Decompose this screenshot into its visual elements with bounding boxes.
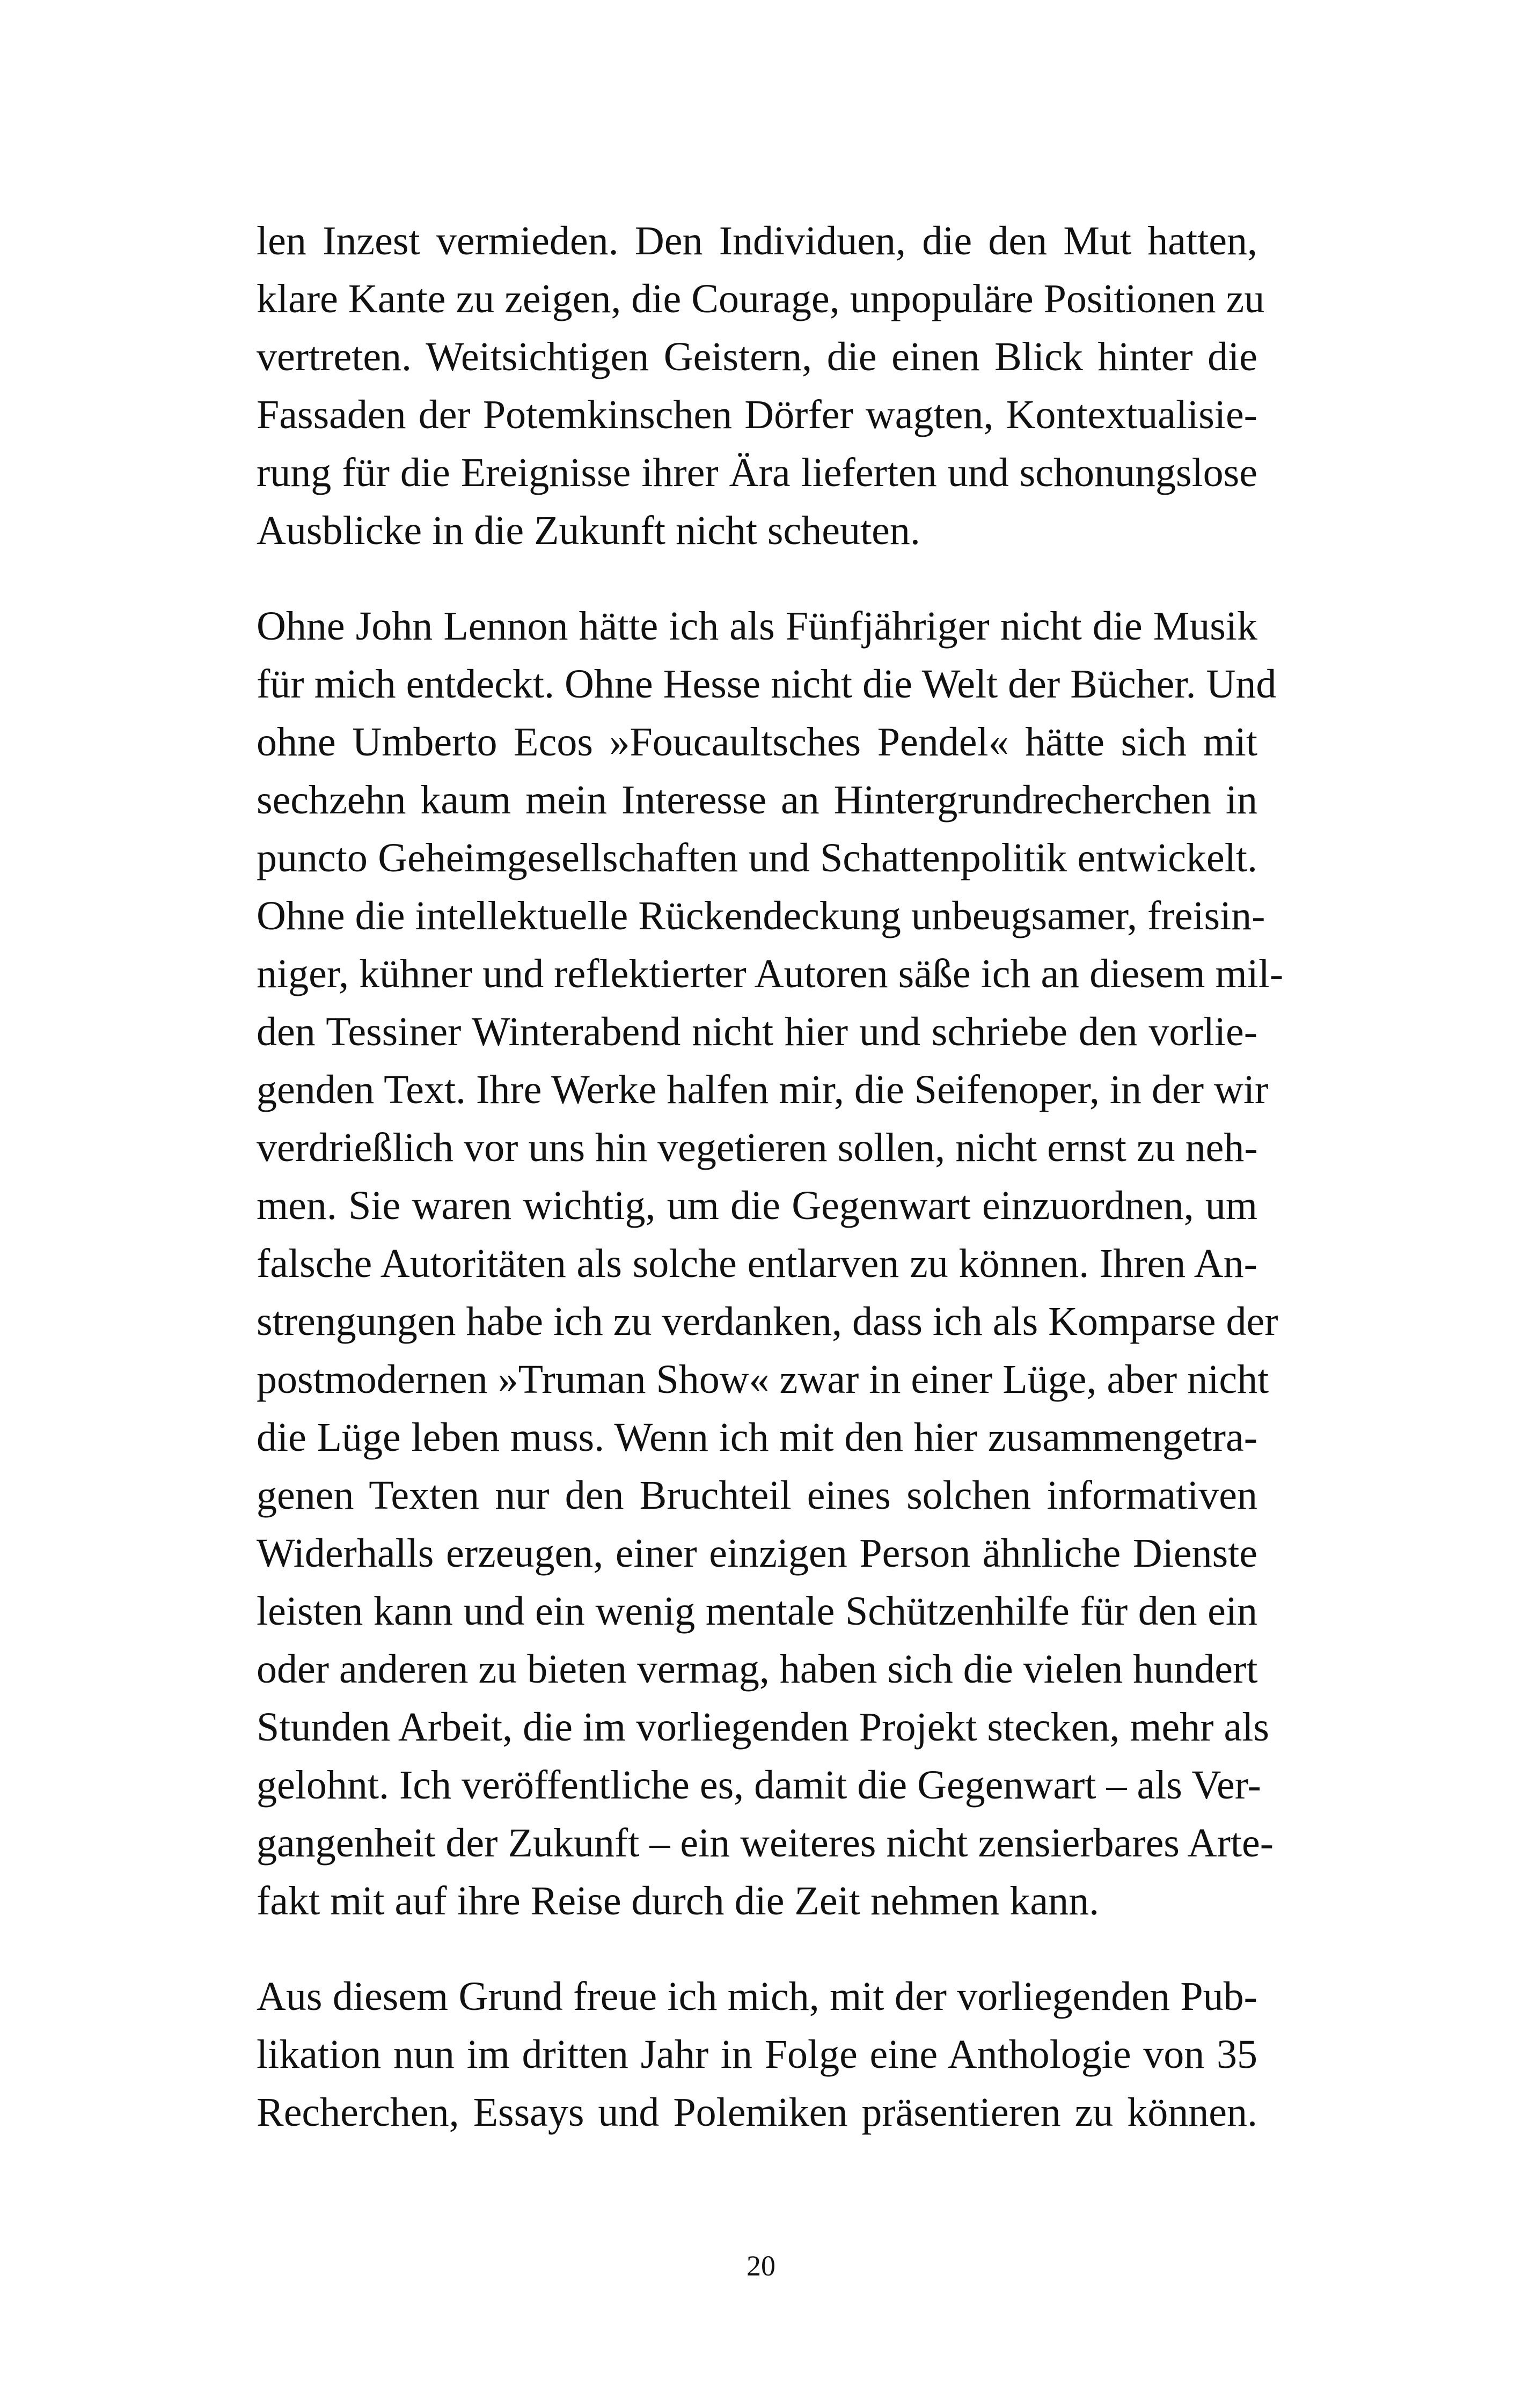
text-line: sechzehn kaum mein Interesse an Hintergrundrecherchen in <box>257 777 1257 823</box>
text-line: für mich entdeckt. Ohne Hesse nicht die Welt der Bücher. Und <box>257 662 1277 707</box>
text-line: postmodernen »Truman Show« zwar in einer Lüge, aber nicht <box>257 1357 1269 1402</box>
text-line: Recherchen, Essays und Polemiken präsentieren zu können. <box>257 2090 1257 2135</box>
text-line: die Lüge leben muss. Wenn ich mit den hier zusammengetra- <box>257 1415 1257 1460</box>
text-line: gangenheit der Zukunft – ein weiteres nicht zensierbares Arte- <box>257 1820 1274 1866</box>
page-number: 20 <box>747 2250 775 2282</box>
text-line: gelohnt. Ich veröffentliche es, damit die Gegenwart – als Ver- <box>257 1763 1261 1808</box>
text-line: fakt mit auf ihre Reise durch die Zeit nehmen kann. <box>257 1878 1100 1924</box>
body-text <box>257 212 1284 2141</box>
text-line: Aus diesem Grund freue ich mich, mit der vorliegenden Pub- <box>257 1974 1257 2019</box>
text-line: ohne Umberto Ecos »Foucaultsches Pendel« hätte sich mit <box>257 720 1257 765</box>
text-line: Ohne die intellektuelle Rückendeckung unbeugsamer, freisin- <box>257 893 1265 938</box>
text-line: vertreten. Weitsichtigen Geistern, die einen Blick hinter die <box>257 334 1257 379</box>
text-line: puncto Geheimgesellschaften und Schattenpolitik entwickelt. <box>257 835 1257 880</box>
text-line: Fassaden der Potemkinschen Dörfer wagten, Kontextualisie- <box>257 392 1257 437</box>
text-line: len Inzest vermieden. Den Individuen, die den Mut hatten, <box>257 218 1257 263</box>
text-line: klare Kante zu zeigen, die Courage, unpopuläre Positionen zu <box>257 276 1265 321</box>
text-line: den Tessiner Winterabend nicht hier und schriebe den vorlie- <box>257 1009 1257 1054</box>
text-line: Stunden Arbeit, die im vorliegenden Projekt stecken, mehr als <box>257 1705 1269 1750</box>
text-line: likation nun im dritten Jahr in Folge eine Anthologie von 35 <box>257 2032 1257 2077</box>
paragraph-gap <box>257 560 1257 597</box>
text-line: men. Sie waren wichtig, um die Gegenwart einzuordnen, um <box>257 1183 1257 1228</box>
text-line: oder anderen zu bieten vermag, haben sich die vielen hundert <box>257 1647 1258 1692</box>
text-line: rung für die Ereignisse ihrer Ära lieferten und schonungslose <box>257 450 1257 495</box>
paragraph-gap <box>257 1930 1257 1967</box>
text-line: Widerhalls erzeugen, einer einzigen Person ähnliche Dienste <box>257 1531 1257 1576</box>
text-line: strengungen habe ich zu verdanken, dass ich als Komparse der <box>257 1299 1278 1344</box>
text-line: falsche Autoritäten als solche entlarven zu können. Ihren An- <box>257 1241 1257 1286</box>
text-line: genden Text. Ihre Werke halfen mir, die Seifenoper, in der wir <box>257 1067 1269 1112</box>
text-line: niger, kühner und reflektierter Autoren säße ich an diesem mil- <box>257 951 1284 996</box>
text-line: verdrießlich vor uns hin vegetieren sollen, nicht ernst zu neh- <box>257 1125 1258 1170</box>
text-line: genen Texten nur den Bruchteil eines solchen informativen <box>257 1473 1257 1518</box>
text-line: Ohne John Lennon hätte ich als Fünfjähriger nicht die Musik <box>257 604 1257 649</box>
text-line: Ausblicke in die Zukunft nicht scheuten. <box>257 508 920 553</box>
text-line: leisten kann und ein wenig mentale Schützenhilfe für den ein <box>257 1589 1257 1634</box>
